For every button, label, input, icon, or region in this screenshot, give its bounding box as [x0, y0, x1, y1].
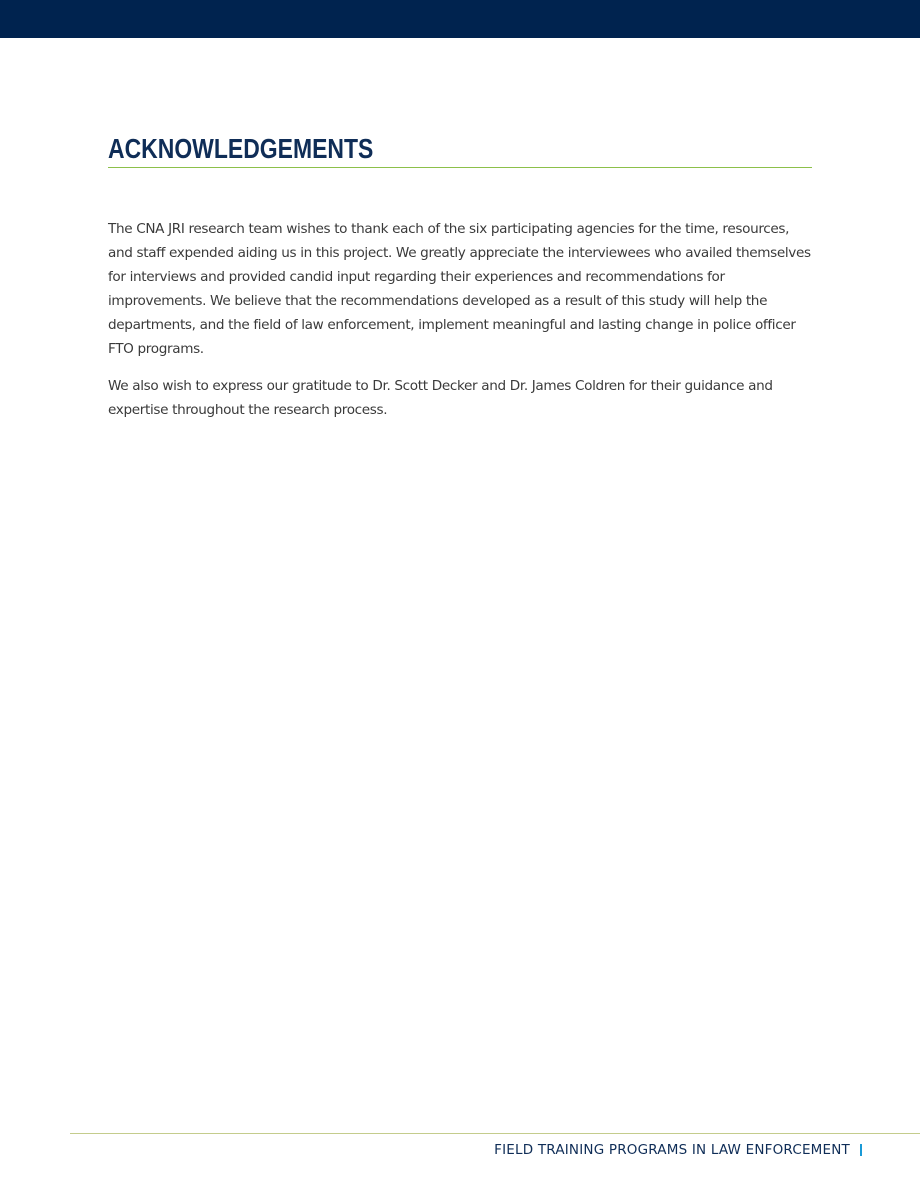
paragraph-thanks: The CNA JRI research team wishes to thank each of the six participating agencies for the time, resources, and staff expended aiding us in this project. We greatly appreciate the interviewees who availed themselves for interviews and provided candid input regarding their experiences and recommendations for improvements. We believe that the recommendations developed as a result of this study will help the departments, and the field of law enforcement, implement meaningful and lasting change in police officer FTO programs. — [108, 221, 811, 357]
title-underline — [108, 167, 812, 168]
body-content — [108, 217, 814, 435]
footer-accent-bar — [860, 1144, 862, 1156]
footer-running-title: FIELD TRAINING PROGRAMS IN LAW ENFORCEMENT — [494, 1142, 850, 1158]
top-header-band — [0, 0, 920, 38]
footer-divider — [70, 1133, 920, 1134]
page-title: ACKNOWLEDGEMENTS — [108, 133, 374, 164]
paragraph-gratitude: We also wish to express our gratitude to Dr. Scott Decker and Dr. James Coldren for their guidance and expertise throughout the research process. — [108, 378, 773, 418]
